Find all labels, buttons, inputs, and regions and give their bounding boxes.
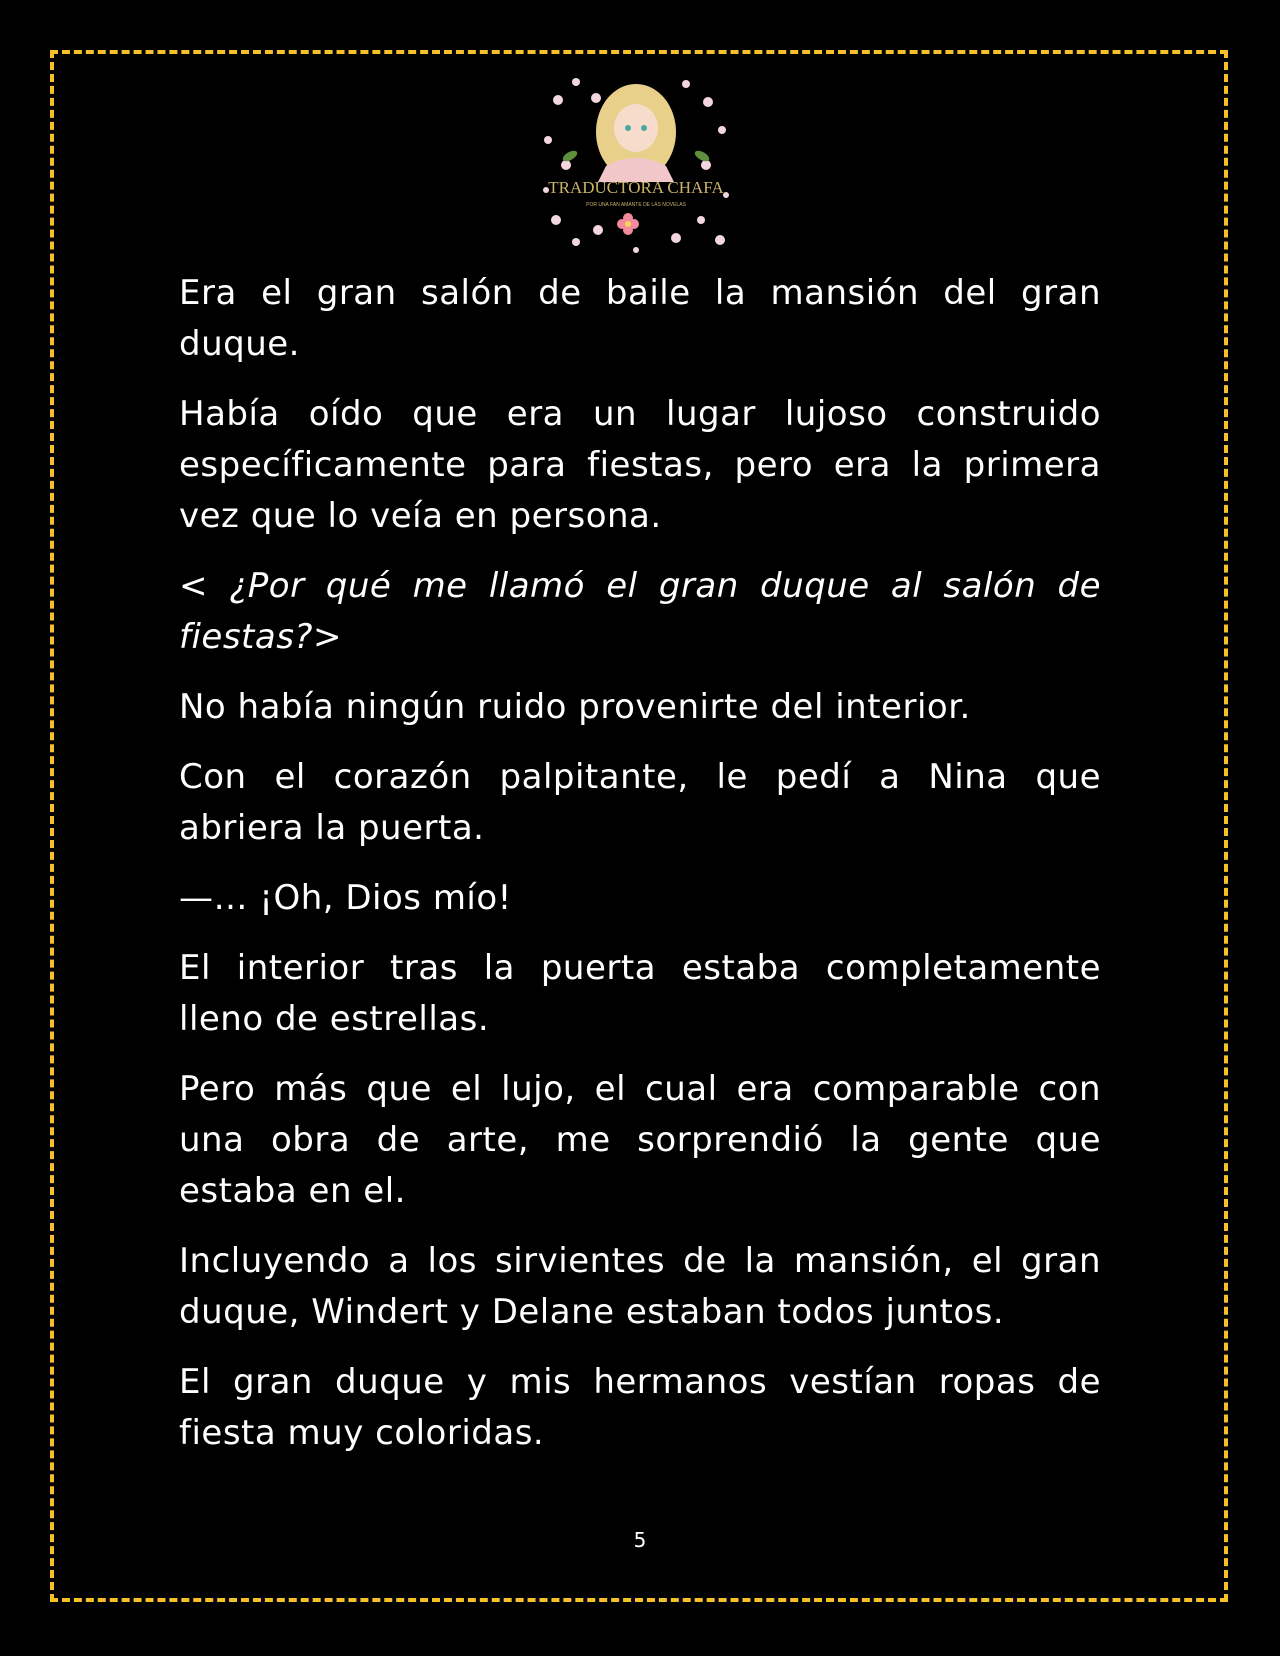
paragraph-2: Había oído que era un lugar lujoso construido específicamente para fiestas, pero era la primera vez que lo veía en persona.	[179, 394, 1101, 536]
paragraph-4: No había ningún ruido provenirte del interior.	[179, 687, 971, 727]
paragraph-6-dialogue: —… ¡Oh, Dios mío!	[179, 878, 512, 918]
paragraph-7: El interior tras la puerta estaba completamente lleno de estrellas.	[179, 948, 1101, 1039]
chapter-text	[179, 268, 1101, 1478]
paragraph-3-thought: < ¿Por qué me llamó el gran duque al salón de fiestas?>	[179, 566, 1101, 657]
paragraph-8: Pero más que el lujo, el cual era comparable con una obra de arte, me sorprendió la gente que estaba en el.	[179, 1069, 1101, 1211]
paragraph-9: Incluyendo a los sirvientes de la mansión, el gran duque, Windert y Delane estaban todos juntos.	[179, 1241, 1101, 1332]
page-number: 5	[633, 1528, 647, 1552]
logo-subtitle: POR UNA FAN AMANTE DE LAS NOVELAS	[586, 202, 686, 208]
paragraph-10: El gran duque y mis hermanos vestían ropas de fiesta muy coloridas.	[179, 1362, 1101, 1453]
translator-logo	[536, 70, 736, 260]
logo-title: TRADUCTORA CHAFA	[548, 178, 724, 197]
paragraph-1: Era el gran salón de baile la mansión del gran duque.	[179, 273, 1101, 364]
paragraph-5: Con el corazón palpitante, le pedí a Nina que abriera la puerta.	[179, 757, 1101, 848]
